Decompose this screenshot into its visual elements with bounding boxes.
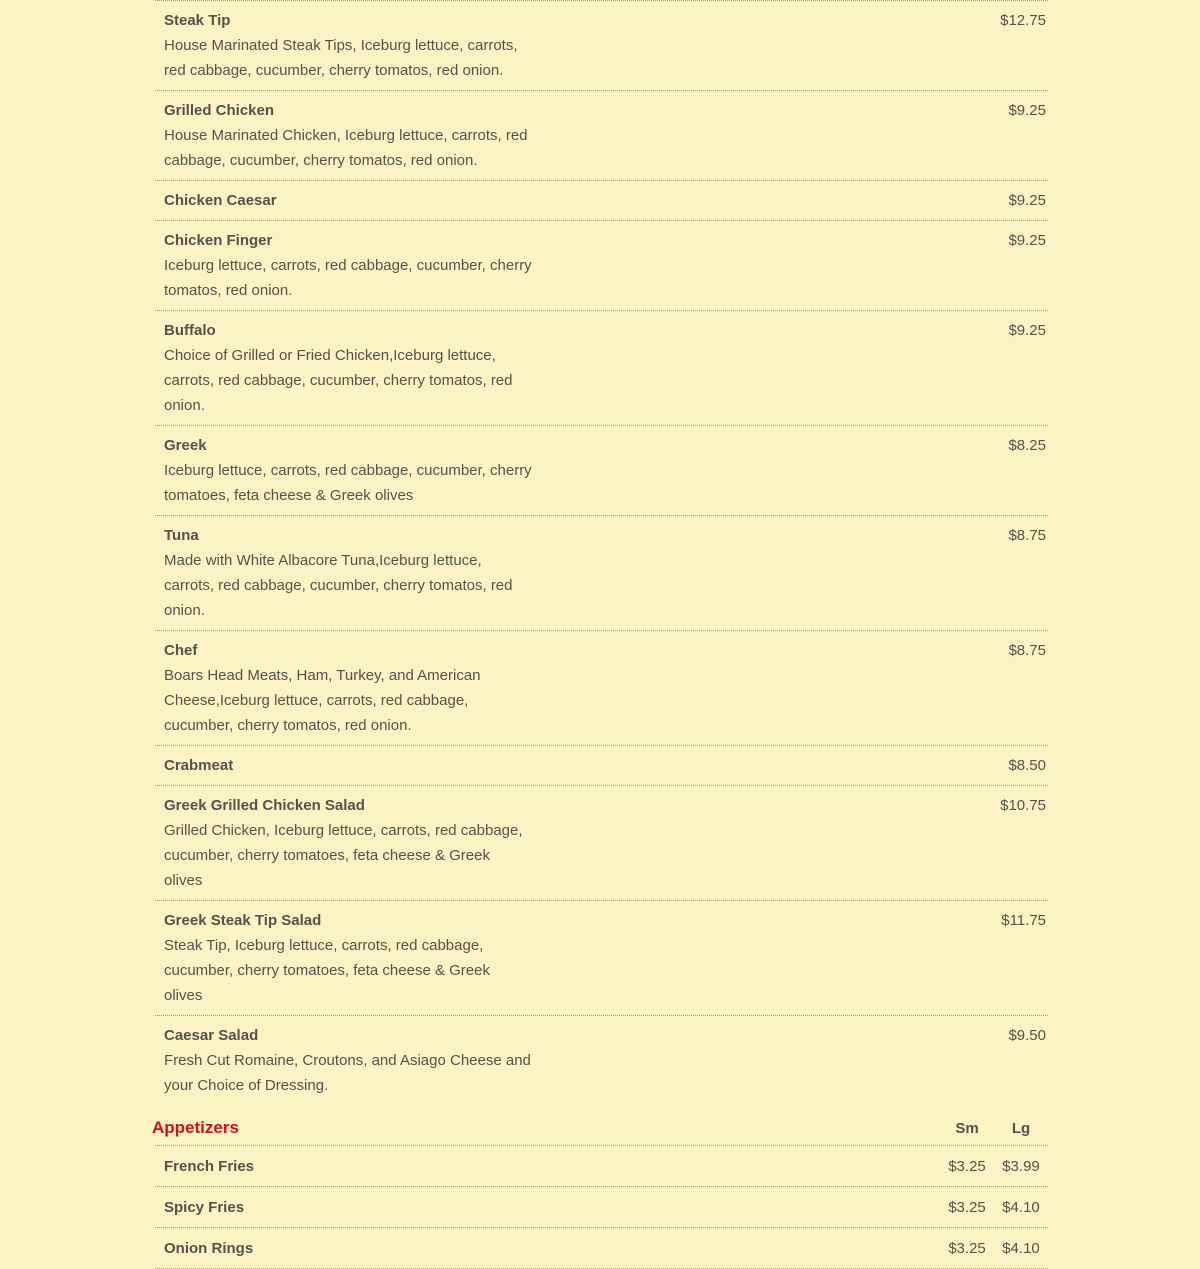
item-price: $11.75 <box>1001 912 1046 929</box>
item-name: Tuna <box>164 527 199 544</box>
item-description: Boars Head Meats, Ham, Turkey, and American Cheese,Iceburg lettuce, carrots, red cabbage, cucumber, cherry tomatos, red onion. <box>164 667 481 734</box>
menu-item-row <box>155 515 1048 630</box>
menu-item-row <box>155 785 1048 900</box>
item-description: House Marinated Steak Tips, Iceburg lettuce, carrots, red cabbage, cucumber, cherry tomatos, red onion. <box>164 37 518 79</box>
menu-item-row <box>155 220 1048 310</box>
column-header-sm: Sm <box>955 1120 979 1137</box>
item-text-block <box>164 638 1008 738</box>
item-price-lg: $3.99 <box>1002 1158 1040 1175</box>
menu-item-row <box>155 180 1048 220</box>
item-name: Onion Rings <box>164 1240 254 1257</box>
item-price: $8.50 <box>1008 757 1046 774</box>
salads-list <box>155 0 1048 1105</box>
item-name: Chicken Caesar <box>164 192 277 209</box>
item-text-block <box>164 188 1008 213</box>
item-name: Grilled Chicken <box>164 102 275 119</box>
item-price: $12.75 <box>1000 12 1046 29</box>
item-text-block <box>164 433 1008 508</box>
item-price: $9.25 <box>1008 192 1046 209</box>
appetizers-list <box>155 1146 1048 1269</box>
item-text-block <box>164 523 1008 623</box>
appetizer-item-row <box>155 1146 1048 1187</box>
item-price: $8.75 <box>1008 642 1046 659</box>
item-price: $9.50 <box>1008 1027 1046 1044</box>
item-price: $8.25 <box>1008 437 1046 454</box>
item-price: $9.25 <box>1008 232 1046 249</box>
item-price: $8.75 <box>1008 527 1046 544</box>
item-description: Choice of Grilled or Fried Chicken,Iceburg lettuce, carrots, red cabbage, cucumber, cherry tomatos, red onion. <box>164 347 513 414</box>
item-price-sm: $3.25 <box>948 1158 986 1175</box>
item-text-block <box>164 908 1001 1008</box>
menu-content <box>152 0 1048 1269</box>
item-description: Fresh Cut Romaine, Croutons, and Asiago Cheese and your Choice of Dressing. <box>164 1052 531 1094</box>
menu-item-row <box>155 900 1048 1015</box>
item-name: Spicy Fries <box>164 1199 245 1216</box>
item-name: Chicken Finger <box>164 232 273 249</box>
item-name: Greek Steak Tip Salad <box>164 912 322 929</box>
item-description: Grilled Chicken, Iceburg lettuce, carrots, red cabbage, cucumber, cherry tomatoes, feta cheese & Greek olives <box>164 822 523 889</box>
item-text-block <box>164 753 1008 778</box>
appetizer-item-row <box>155 1187 1048 1228</box>
appetizer-item-row <box>155 1228 1048 1269</box>
menu-item-row <box>155 745 1048 785</box>
item-name: Caesar Salad <box>164 1027 259 1044</box>
item-description: Iceburg lettuce, carrots, red cabbage, cucumber, cherry tomatos, red onion. <box>164 257 532 299</box>
item-name: French Fries <box>164 1158 255 1175</box>
item-text-block <box>164 8 1000 83</box>
menu-item-row <box>155 310 1048 425</box>
item-name: Crabmeat <box>164 757 234 774</box>
size-column-headers <box>940 1119 1048 1139</box>
item-price: $9.25 <box>1008 102 1046 119</box>
menu-item-row <box>155 425 1048 515</box>
item-text-block <box>164 98 1008 173</box>
menu-item-row <box>155 0 1048 90</box>
menu-item-row <box>155 90 1048 180</box>
item-description: Iceburg lettuce, carrots, red cabbage, cucumber, cherry tomatoes, feta cheese & Greek olives <box>164 462 532 504</box>
menu-item-row <box>155 1015 1048 1105</box>
item-name: Buffalo <box>164 322 216 339</box>
item-price-lg: $4.10 <box>1002 1240 1040 1257</box>
item-price-sm: $3.25 <box>948 1240 986 1257</box>
appetizers-header <box>152 1117 1048 1146</box>
item-price: $10.75 <box>1000 797 1046 814</box>
item-name: Chef <box>164 642 198 659</box>
item-description: Made with White Albacore Tuna,Iceburg lettuce, carrots, red cabbage, cucumber, cherry tomatos, red onion. <box>164 552 513 619</box>
item-text-block <box>164 793 1000 893</box>
item-description: House Marinated Chicken, Iceburg lettuce, carrots, red cabbage, cucumber, cherry tomatos, red onion. <box>164 127 528 169</box>
item-text-block <box>164 318 1008 418</box>
appetizers-title: Appetizers <box>152 1118 239 1137</box>
item-price-lg: $4.10 <box>1002 1199 1040 1216</box>
column-header-lg: Lg <box>1011 1120 1031 1137</box>
item-text-block <box>164 1023 1008 1098</box>
item-name: Greek Grilled Chicken Salad <box>164 797 365 814</box>
item-text-block <box>164 228 1008 303</box>
menu-item-row <box>155 630 1048 745</box>
item-description: Steak Tip, Iceburg lettuce, carrots, red cabbage, cucumber, cherry tomatoes, feta cheese & Greek olives <box>164 937 490 1004</box>
appetizers-section <box>152 1117 1048 1269</box>
salads-section <box>155 0 1048 1105</box>
item-name: Steak Tip <box>164 12 231 29</box>
item-price-sm: $3.25 <box>948 1199 986 1216</box>
item-price: $9.25 <box>1008 322 1046 339</box>
item-name: Greek <box>164 437 207 454</box>
